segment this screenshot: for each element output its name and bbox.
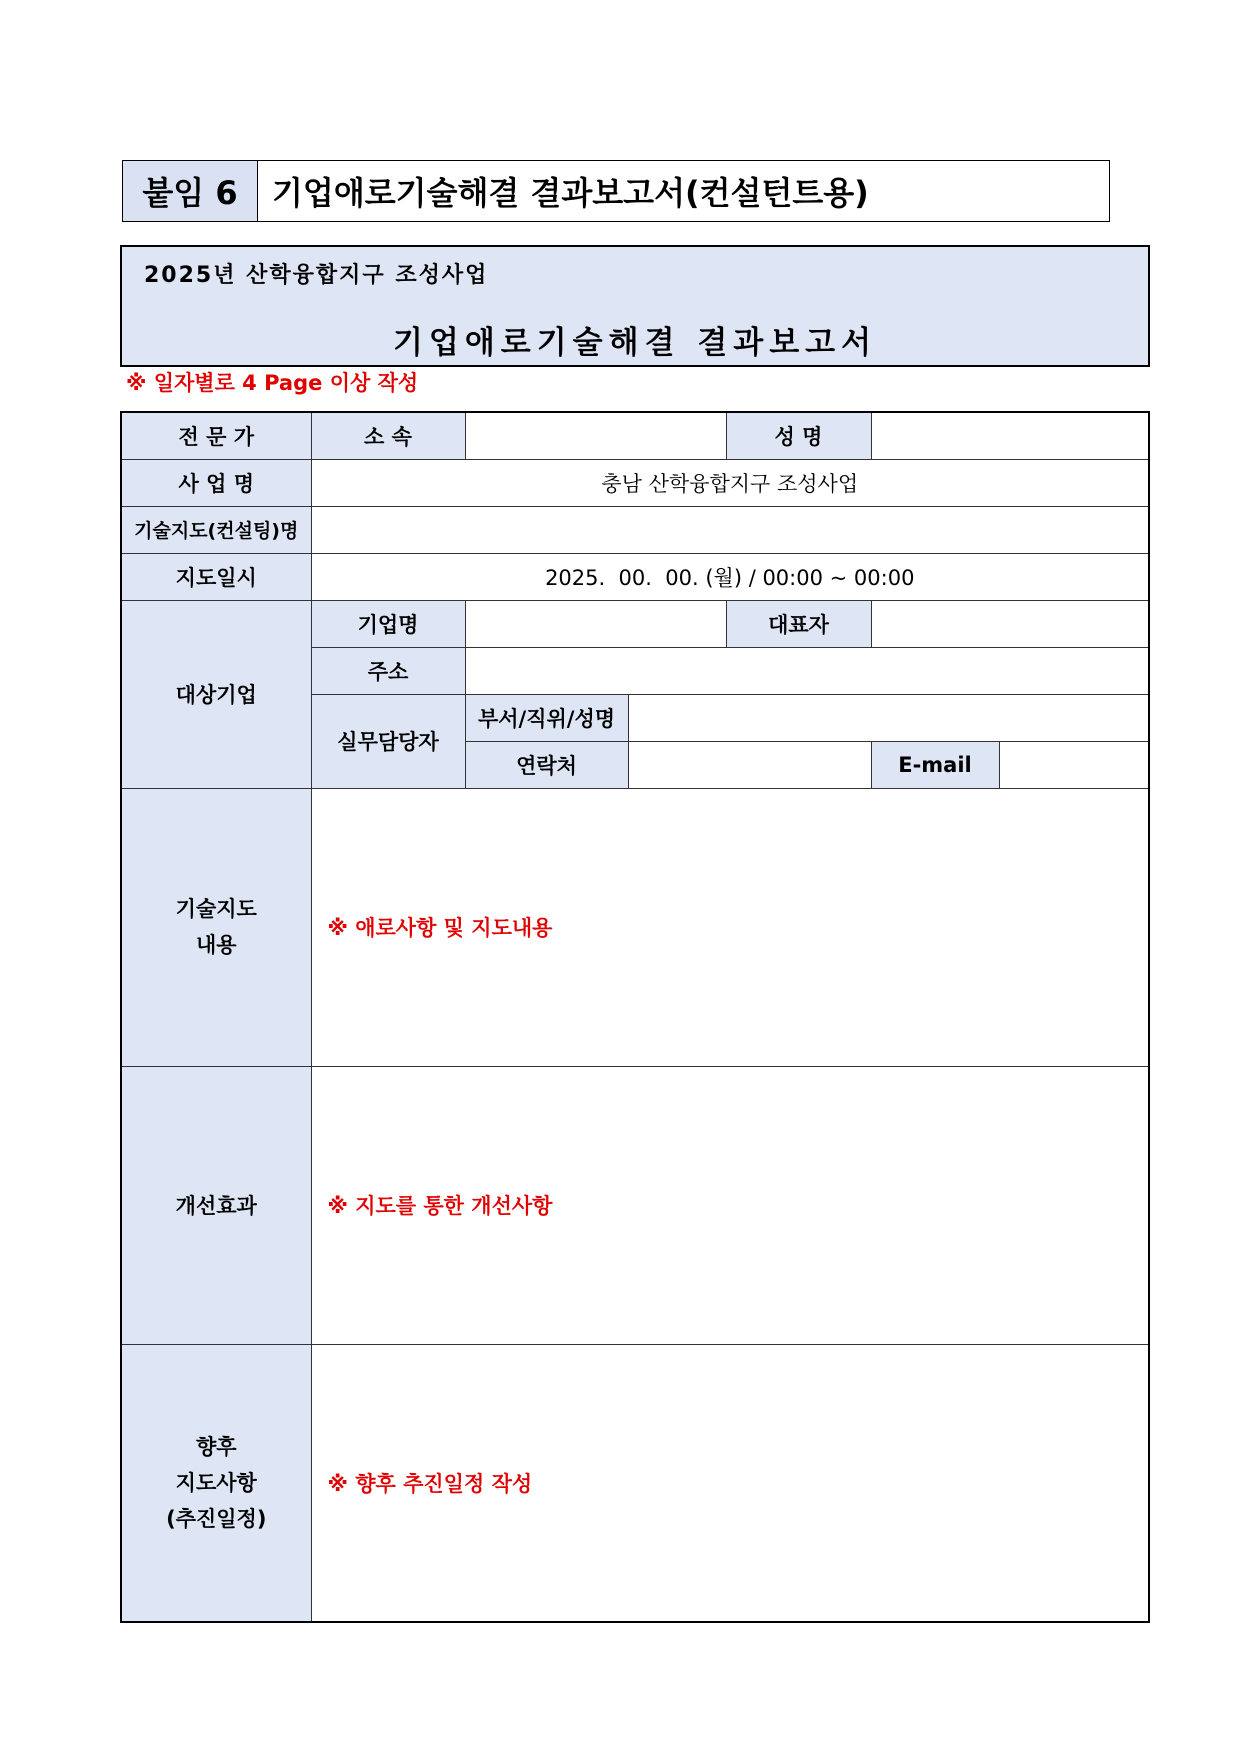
tech-content-row [121,788,1149,1066]
email-field[interactable] [999,741,1149,788]
ceo-field[interactable] [871,600,1149,647]
future-label-line2: 지도사항 [175,1470,257,1495]
affiliation-field[interactable] [465,412,726,459]
tech-label-line2: 내용 [195,933,237,957]
date-row [121,553,1149,600]
consulting-name-field[interactable] [311,506,1149,553]
email-label: E-mail [871,741,999,788]
future-plan-row [121,1344,1149,1622]
dept-field[interactable] [628,694,1149,741]
name-field[interactable] [871,412,1149,459]
date-value[interactable]: 2025. 00. 00. (월) / 00:00 ~ 00:00 [311,553,1149,600]
tech-label-line1: 기술지도 [175,897,257,921]
future-plan-hint: ※ 향후 추진일정 작성 [327,1471,533,1496]
target-company-label: 대상기업 [121,600,311,788]
report-header [120,245,1150,367]
report-title: 기업애로기술해결 결과보고서 [392,325,878,361]
consulting-name-label: 기술지도(컨설팅)명 [121,506,311,553]
ceo-label: 대표자 [726,600,871,647]
tech-content-label [121,788,311,1066]
business-row [121,459,1149,506]
report-form [120,411,1150,1623]
name-label: 성 명 [726,412,871,459]
expert-label: 전 문 가 [121,412,311,459]
company-row [121,600,1149,647]
tech-content-hint: ※ 애로사항 및 지도내용 [327,916,553,940]
consulting-row [121,506,1149,553]
address-field[interactable] [465,647,1149,694]
tech-content-field[interactable] [311,788,1149,1066]
improvement-label: 개선효과 [121,1066,311,1344]
business-value: 충남 산학융합지구 조성사업 [311,459,1149,506]
phone-label: 연락처 [465,741,628,788]
dept-label: 부서/직위/성명 [465,694,628,741]
date-label: 지도일시 [121,553,311,600]
expert-row [121,412,1149,459]
attachment-label: 붙임 6 [123,161,258,221]
future-plan-field[interactable] [311,1344,1149,1622]
page-requirement-note: ※ 일자별로 4 Page 이상 작성 [126,371,419,395]
company-name-field[interactable] [465,600,726,647]
improvement-field[interactable] [311,1066,1149,1344]
address-label: 주소 [311,647,465,694]
business-label: 사 업 명 [121,459,311,506]
improvement-hint: ※ 지도를 통한 개선사항 [327,1194,553,1218]
attachment-title: 기업애로기술해결 결과보고서(컨설턴트용) [272,174,869,212]
future-label-line1: 향후 [195,1434,237,1459]
phone-field[interactable] [628,741,871,788]
affiliation-label: 소 속 [311,412,465,459]
project-name: 2025년 산학융합지구 조성사업 [144,263,489,288]
contact-person-label: 실무담당자 [311,694,465,788]
future-plan-label [121,1344,311,1622]
company-name-label: 기업명 [311,600,465,647]
future-label-line3: (추진일정) [166,1506,267,1531]
attachment-title-box [122,160,1110,222]
improvement-row [121,1066,1149,1344]
